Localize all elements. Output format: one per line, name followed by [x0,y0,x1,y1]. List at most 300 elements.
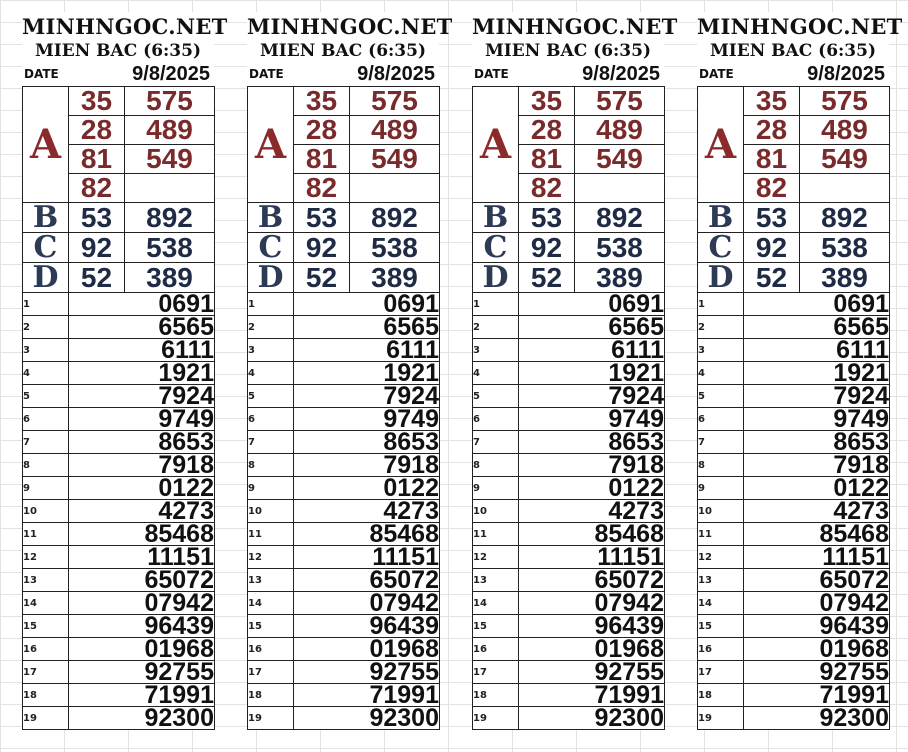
row-value: 9749 [294,408,440,431]
group-c-right: 538 [125,233,215,263]
group-d-left: 52 [294,263,350,293]
row-index: 16 [248,638,294,661]
group-a-cell: 549 [125,145,215,174]
group-a-cell: 81 [69,145,125,174]
table-row [473,454,665,477]
table-row [473,477,665,500]
row-value: 4273 [294,500,440,523]
row-index: 14 [23,592,69,615]
group-a-cell: 575 [125,87,215,116]
table-row [248,500,440,523]
row-index: 14 [698,592,744,615]
row-value: 9749 [744,408,890,431]
date-row [697,62,889,86]
date-row [247,62,439,86]
date-value: 9/8/2025 [132,62,210,85]
table-row [698,661,890,684]
table-row [698,293,890,316]
row-index: 5 [473,385,519,408]
row-value: 92755 [69,661,215,684]
table-row [23,684,215,707]
region-title: MIEN BAC (6:35) [34,41,202,61]
group-d-right: 389 [350,263,440,293]
table-row [248,684,440,707]
table-row [698,707,890,730]
row-index: 19 [473,707,519,730]
row-index: 8 [248,454,294,477]
group-a-cell [125,174,215,203]
row-value: 0691 [69,293,215,316]
group-a-cell [575,174,665,203]
row-value: 8653 [519,431,665,454]
group-a-cell: 81 [294,145,350,174]
row-index: 15 [248,615,294,638]
date-value: 9/8/2025 [357,62,435,85]
row-index: 1 [23,293,69,316]
group-a-cell: 489 [350,116,440,145]
group-c-left: 92 [519,233,575,263]
row-value: 92300 [294,707,440,730]
table-row [248,454,440,477]
table-row [698,615,890,638]
numbered-results [698,293,890,730]
row-value: 0122 [69,477,215,500]
table-row [23,661,215,684]
group-b-left: 53 [744,203,800,233]
table-row [473,684,665,707]
numbered-results [473,293,665,730]
row-index: 3 [248,339,294,362]
row-value: 6565 [294,316,440,339]
table-row [23,523,215,546]
group-d-letter: D [698,263,744,293]
row-index: 14 [248,592,294,615]
table-row [248,569,440,592]
table-row [473,661,665,684]
row-value: 11151 [519,546,665,569]
row-index: 5 [698,385,744,408]
row-value: 6565 [744,316,890,339]
group-a-cell: 28 [294,116,350,145]
row-value: 8653 [69,431,215,454]
table-row [248,293,440,316]
row-value: 6111 [519,339,665,362]
table-row [473,316,665,339]
group-a-cell: 35 [744,87,800,116]
table-row [698,592,890,615]
group-a-letter: A [248,87,294,203]
table-row [248,316,440,339]
site-title: MINHNGOC.NET [247,14,453,39]
table-row [23,592,215,615]
group-b-letter: B [698,203,744,233]
row-index: 14 [473,592,519,615]
table-row [248,661,440,684]
row-value: 0122 [744,477,890,500]
row-index: 10 [248,500,294,523]
group-a-cell: 81 [744,145,800,174]
table-row [698,684,890,707]
row-value: 07942 [294,592,440,615]
table-row [23,385,215,408]
row-index: 6 [23,408,69,431]
row-value: 92755 [519,661,665,684]
date-value: 9/8/2025 [807,62,885,85]
table-row [473,707,665,730]
group-b-letter: B [23,203,69,233]
row-value: 07942 [519,592,665,615]
table-row [23,408,215,431]
row-value: 01968 [69,638,215,661]
table-row [473,638,665,661]
row-value: 9749 [519,408,665,431]
group-b-left: 53 [294,203,350,233]
row-value: 07942 [69,592,215,615]
row-index: 11 [473,523,519,546]
row-index: 1 [473,293,519,316]
group-b-left: 53 [519,203,575,233]
region-title: MIEN BAC (6:35) [709,41,877,61]
group-c-letter: C [248,233,294,263]
row-value: 85468 [519,523,665,546]
group-c-letter: C [473,233,519,263]
results-table [247,86,440,730]
row-value: 11151 [744,546,890,569]
row-index: 1 [248,293,294,316]
row-index: 10 [473,500,519,523]
site-title: MINHNGOC.NET [22,14,228,39]
group-a-cell: 549 [575,145,665,174]
table-row [473,431,665,454]
row-value: 07942 [744,592,890,615]
row-value: 01968 [519,638,665,661]
table-row [23,638,215,661]
group-a-letter: A [23,87,69,203]
table-row [23,431,215,454]
group-d-right: 389 [800,263,890,293]
date-label: DATE [24,67,59,81]
row-index: 8 [23,454,69,477]
table-row [23,293,215,316]
row-value: 71991 [69,684,215,707]
table-row [248,339,440,362]
table-row [473,569,665,592]
row-value: 6111 [69,339,215,362]
group-c-left: 92 [69,233,125,263]
row-value: 0691 [294,293,440,316]
results-table [472,86,665,730]
date-row [472,62,664,86]
group-a-cell: 82 [744,174,800,203]
row-value: 65072 [519,569,665,592]
results-table [697,86,890,730]
group-a-cell: 489 [800,116,890,145]
row-value: 96439 [744,615,890,638]
row-index: 13 [23,569,69,592]
row-index: 3 [23,339,69,362]
group-a-cell: 82 [69,174,125,203]
table-row [473,592,665,615]
group-a-cell: 82 [519,174,575,203]
row-index: 15 [698,615,744,638]
row-index: 16 [473,638,519,661]
row-index: 7 [698,431,744,454]
table-row [248,477,440,500]
group-d-left: 52 [744,263,800,293]
row-index: 3 [698,339,744,362]
table-row [473,546,665,569]
row-value: 1921 [294,362,440,385]
table-row [248,362,440,385]
date-label: DATE [249,67,284,81]
table-row [23,454,215,477]
row-value: 85468 [744,523,890,546]
row-index: 6 [473,408,519,431]
row-index: 7 [23,431,69,454]
group-b-right: 892 [125,203,215,233]
table-row [473,615,665,638]
date-label: DATE [474,67,509,81]
row-value: 92755 [294,661,440,684]
row-index: 2 [698,316,744,339]
table-row [698,431,890,454]
row-value: 0122 [294,477,440,500]
table-row [473,339,665,362]
date-value: 9/8/2025 [582,62,660,85]
row-value: 71991 [519,684,665,707]
group-a-cell: 28 [519,116,575,145]
group-a-cell: 575 [800,87,890,116]
row-value: 7918 [294,454,440,477]
row-value: 6111 [744,339,890,362]
table-row [698,385,890,408]
row-index: 13 [473,569,519,592]
row-value: 92755 [744,661,890,684]
row-index: 4 [473,362,519,385]
table-row [23,477,215,500]
group-c-right: 538 [575,233,665,263]
table-row [23,615,215,638]
table-row [698,339,890,362]
row-value: 96439 [294,615,440,638]
row-index: 17 [23,661,69,684]
row-value: 85468 [69,523,215,546]
row-index: 11 [23,523,69,546]
row-index: 16 [23,638,69,661]
row-index: 13 [698,569,744,592]
row-index: 6 [698,408,744,431]
table-row [473,293,665,316]
table-row [698,477,890,500]
row-value: 1921 [744,362,890,385]
group-d-letter: D [248,263,294,293]
table-row [23,362,215,385]
group-a-letter: A [698,87,744,203]
table-row [473,523,665,546]
group-b-right: 892 [575,203,665,233]
row-index: 2 [248,316,294,339]
row-index: 12 [698,546,744,569]
row-index: 9 [473,477,519,500]
group-c-left: 92 [294,233,350,263]
group-a-cell: 549 [350,145,440,174]
group-b-right: 892 [800,203,890,233]
site-title: MINHNGOC.NET [472,14,678,39]
row-value: 71991 [744,684,890,707]
row-value: 4273 [519,500,665,523]
row-value: 7924 [519,385,665,408]
row-index: 9 [698,477,744,500]
table-row [248,431,440,454]
table-row [23,316,215,339]
table-row [698,408,890,431]
row-index: 9 [248,477,294,500]
region-title: MIEN BAC (6:35) [484,41,652,61]
group-a-cell [350,174,440,203]
row-index: 7 [473,431,519,454]
row-value: 7918 [69,454,215,477]
row-value: 65072 [294,569,440,592]
group-a-cell: 28 [69,116,125,145]
table-row [248,546,440,569]
row-index: 5 [23,385,69,408]
group-a-cell: 575 [575,87,665,116]
row-value: 0122 [519,477,665,500]
group-d-left: 52 [69,263,125,293]
row-index: 10 [698,500,744,523]
ticket-4 [697,12,903,730]
table-row [23,500,215,523]
group-d-letter: D [23,263,69,293]
row-value: 96439 [519,615,665,638]
row-value: 6111 [294,339,440,362]
group-a-letter: A [473,87,519,203]
group-a-cell: 35 [294,87,350,116]
row-index: 11 [248,523,294,546]
row-index: 4 [23,362,69,385]
row-index: 17 [698,661,744,684]
ticket-1 [22,12,228,730]
row-value: 92300 [519,707,665,730]
row-index: 2 [23,316,69,339]
row-value: 7918 [519,454,665,477]
row-value: 92300 [69,707,215,730]
row-value: 9749 [69,408,215,431]
row-index: 17 [473,661,519,684]
row-index: 10 [23,500,69,523]
row-value: 7924 [744,385,890,408]
table-row [473,500,665,523]
row-index: 8 [473,454,519,477]
group-c-letter: C [23,233,69,263]
table-row [698,316,890,339]
row-index: 15 [473,615,519,638]
row-value: 7918 [744,454,890,477]
row-value: 11151 [294,546,440,569]
numbered-results [248,293,440,730]
table-row [698,362,890,385]
group-c-left: 92 [744,233,800,263]
row-index: 18 [248,684,294,707]
row-index: 5 [248,385,294,408]
table-row [23,707,215,730]
date-row [22,62,214,86]
table-row [248,385,440,408]
row-index: 12 [473,546,519,569]
row-value: 0691 [744,293,890,316]
row-index: 13 [248,569,294,592]
row-index: 2 [473,316,519,339]
group-c-right: 538 [800,233,890,263]
row-value: 1921 [519,362,665,385]
row-index: 3 [473,339,519,362]
table-row [473,362,665,385]
group-b-letter: B [473,203,519,233]
row-value: 8653 [744,431,890,454]
group-a-cell: 549 [800,145,890,174]
group-a-cell: 35 [519,87,575,116]
row-index: 6 [248,408,294,431]
table-row [698,638,890,661]
region-title: MIEN BAC (6:35) [259,41,427,61]
table-row [473,408,665,431]
row-value: 7924 [69,385,215,408]
row-value: 0691 [519,293,665,316]
group-a-cell: 81 [519,145,575,174]
date-label: DATE [699,67,734,81]
row-index: 16 [698,638,744,661]
group-b-letter: B [248,203,294,233]
row-index: 1 [698,293,744,316]
group-a-cell: 82 [294,174,350,203]
row-index: 12 [248,546,294,569]
row-index: 19 [698,707,744,730]
row-value: 92300 [744,707,890,730]
table-row [23,569,215,592]
row-index: 19 [23,707,69,730]
row-index: 18 [23,684,69,707]
group-a-cell: 35 [69,87,125,116]
table-row [23,339,215,362]
row-index: 11 [698,523,744,546]
row-index: 8 [698,454,744,477]
row-index: 7 [248,431,294,454]
table-row [23,546,215,569]
row-index: 19 [248,707,294,730]
table-row [698,523,890,546]
table-row [248,408,440,431]
row-index: 18 [698,684,744,707]
row-index: 4 [248,362,294,385]
ticket-3 [472,12,678,730]
row-value: 85468 [294,523,440,546]
results-table [22,86,215,730]
row-index: 17 [248,661,294,684]
row-value: 11151 [69,546,215,569]
row-value: 4273 [744,500,890,523]
row-value: 65072 [69,569,215,592]
ticket-2 [247,12,453,730]
table-row [698,569,890,592]
numbered-results [23,293,215,730]
group-d-right: 389 [575,263,665,293]
table-row [698,500,890,523]
group-a-cell: 489 [125,116,215,145]
row-value: 65072 [744,569,890,592]
row-value: 71991 [294,684,440,707]
table-row [698,546,890,569]
site-title: MINHNGOC.NET [697,14,903,39]
